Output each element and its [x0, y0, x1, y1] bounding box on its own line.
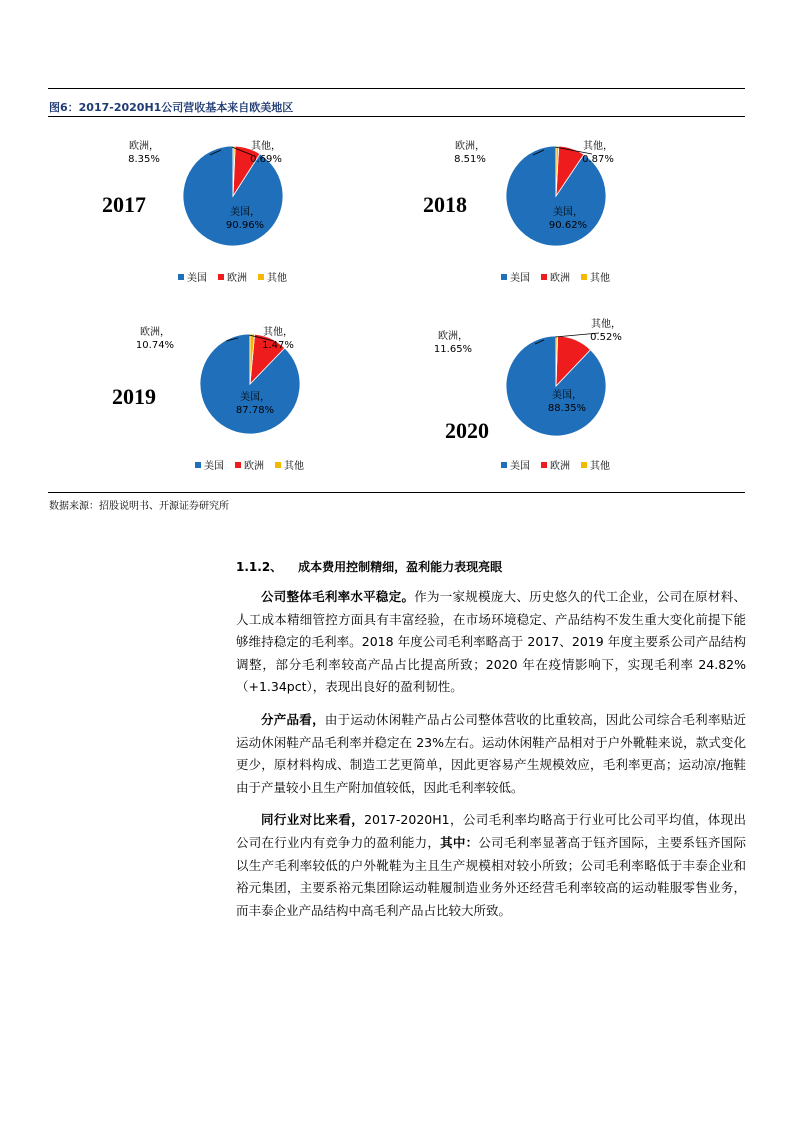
section-title: 成本费用控制精细，盈利能力表现亮眼 [298, 560, 503, 574]
year-label: 2017 [102, 192, 146, 217]
paragraph-lead: 公司整体毛利率水平稳定。 [261, 589, 415, 604]
figure-title-rule [48, 116, 745, 117]
year-label: 2018 [423, 192, 467, 217]
legend-label-other: 其他 [284, 461, 304, 472]
legend-swatch-europe [541, 274, 547, 280]
year-label: 2019 [112, 384, 156, 409]
legend-label-europe: 欧洲 [227, 273, 247, 284]
pie-chart-2019 [60, 310, 360, 485]
legend-label-other: 其他 [590, 273, 610, 284]
legend-label-europe: 欧洲 [550, 461, 570, 472]
figure-title: 图6：2017-2020H1公司营收基本来自欧美地区 [49, 101, 294, 114]
legend-swatch-us [501, 274, 507, 280]
legend-swatch-europe [541, 462, 547, 468]
legend-label-us: 美国 [204, 461, 224, 472]
paragraph-lead: 分产品看， [261, 711, 325, 727]
paragraph-text: 2017-2020H1，公司毛利率均略高于行业可比公司平均值，体现出公司在行业内有竞争力的盈利能力， [236, 812, 746, 850]
slice-label-us: 美国， 90.62% [548, 207, 588, 231]
slice-label-us: 美国， 88.35% [547, 390, 587, 414]
paragraph-text: 由于运动休闲鞋产品占公司整体营收的比重较高，因此公司综合毛利率贴近运动休闲鞋产品毛利率并稳定在 23%左右。运动休闲鞋产品相对于户外靴鞋来说，款式变化更少，原材料构成、制造工艺更简单，因此更容易产生规模效应，毛利率更高；运动凉/拖鞋由于产量较小且生产附加值较低，因此毛利率较低。 [236, 711, 746, 795]
legend-swatch-us [501, 462, 507, 468]
legend-label-us: 美国 [510, 273, 530, 284]
pie-chart-2020 [395, 310, 695, 485]
legend-swatch-other [581, 462, 587, 468]
paragraph-gross-margin [236, 586, 746, 699]
source-note: 数据来源：招股说明书、开源证券研究所 [49, 501, 229, 512]
pie-chart-2017 [60, 120, 360, 295]
section-heading [236, 558, 502, 575]
paragraph-lead: 同行业对比来看， [261, 812, 365, 828]
paragraph-peer-comparison [236, 809, 746, 922]
slice-label-other: 其他， 0.87% [582, 141, 614, 165]
legend-swatch-other [275, 462, 281, 468]
year-label: 2020 [445, 418, 489, 443]
slice-label-europe: 欧洲， 10.74% [135, 327, 175, 351]
legend-label-europe: 欧洲 [550, 273, 570, 284]
section-number: 1.1.2、 [236, 560, 283, 574]
pie-chart-2018 [395, 120, 695, 295]
paragraph-text: 作为一家规模庞大、历史悠久的代工企业，公司在原材料、人工成本精细管控方面具有丰富经验，在市场环境稳定、产品结构不发生重大变化前提下能够维持稳定的毛利率。2018 年度公司毛利率略高于 2017、2019 年度主要系公司产品结构调整，部分毛利率较高产品占比提高所致；2020 年在疫情影响下，实现毛利率 24.82%（+1.34pct），表现出良好的盈利韧性。 [236, 589, 746, 695]
paragraph-text-continued: 公司毛利率显著高于钰齐国际，主要系钰齐国际以生产毛利率较低的户外靴鞋为主且生产规模相对较小所致；公司毛利率略低于丰泰企业和裕元集团，主要系裕元集团除运动鞋履制造业务外还经营毛利率较高的运动鞋服零售业务，而丰泰企业产品结构中高毛利产品占比较大所致。 [236, 834, 746, 918]
legend-label-us: 美国 [187, 273, 207, 284]
legend-swatch-other [581, 274, 587, 280]
figure-bottom-rule [48, 492, 745, 493]
legend-swatch-other [258, 274, 264, 280]
slice-label-other: 其他， 0.52% [590, 319, 622, 343]
paragraph-by-product [236, 709, 746, 799]
legend-label-us: 美国 [510, 461, 530, 472]
slice-label-europe: 欧洲， 11.65% [433, 331, 473, 355]
body-text [236, 586, 746, 932]
legend-label-europe: 欧洲 [244, 461, 264, 472]
legend-swatch-europe [218, 274, 224, 280]
legend-swatch-us [178, 274, 184, 280]
slice-label-us: 美国， 90.96% [225, 207, 265, 231]
legend-swatch-us [195, 462, 201, 468]
slice-label-europe: 欧洲， 8.51% [454, 141, 486, 165]
top-rule [48, 88, 745, 89]
legend-label-other: 其他 [267, 273, 287, 284]
paragraph-lead-inline: 其中： [440, 834, 479, 850]
legend-swatch-europe [235, 462, 241, 468]
slice-label-other: 其他， 0.69% [250, 141, 282, 165]
slice-label-europe: 欧洲， 8.35% [128, 141, 160, 165]
legend-label-other: 其他 [590, 461, 610, 472]
slice-label-us: 美国， 87.78% [235, 392, 275, 416]
slice-label-other: 其他， 1.47% [262, 327, 294, 351]
